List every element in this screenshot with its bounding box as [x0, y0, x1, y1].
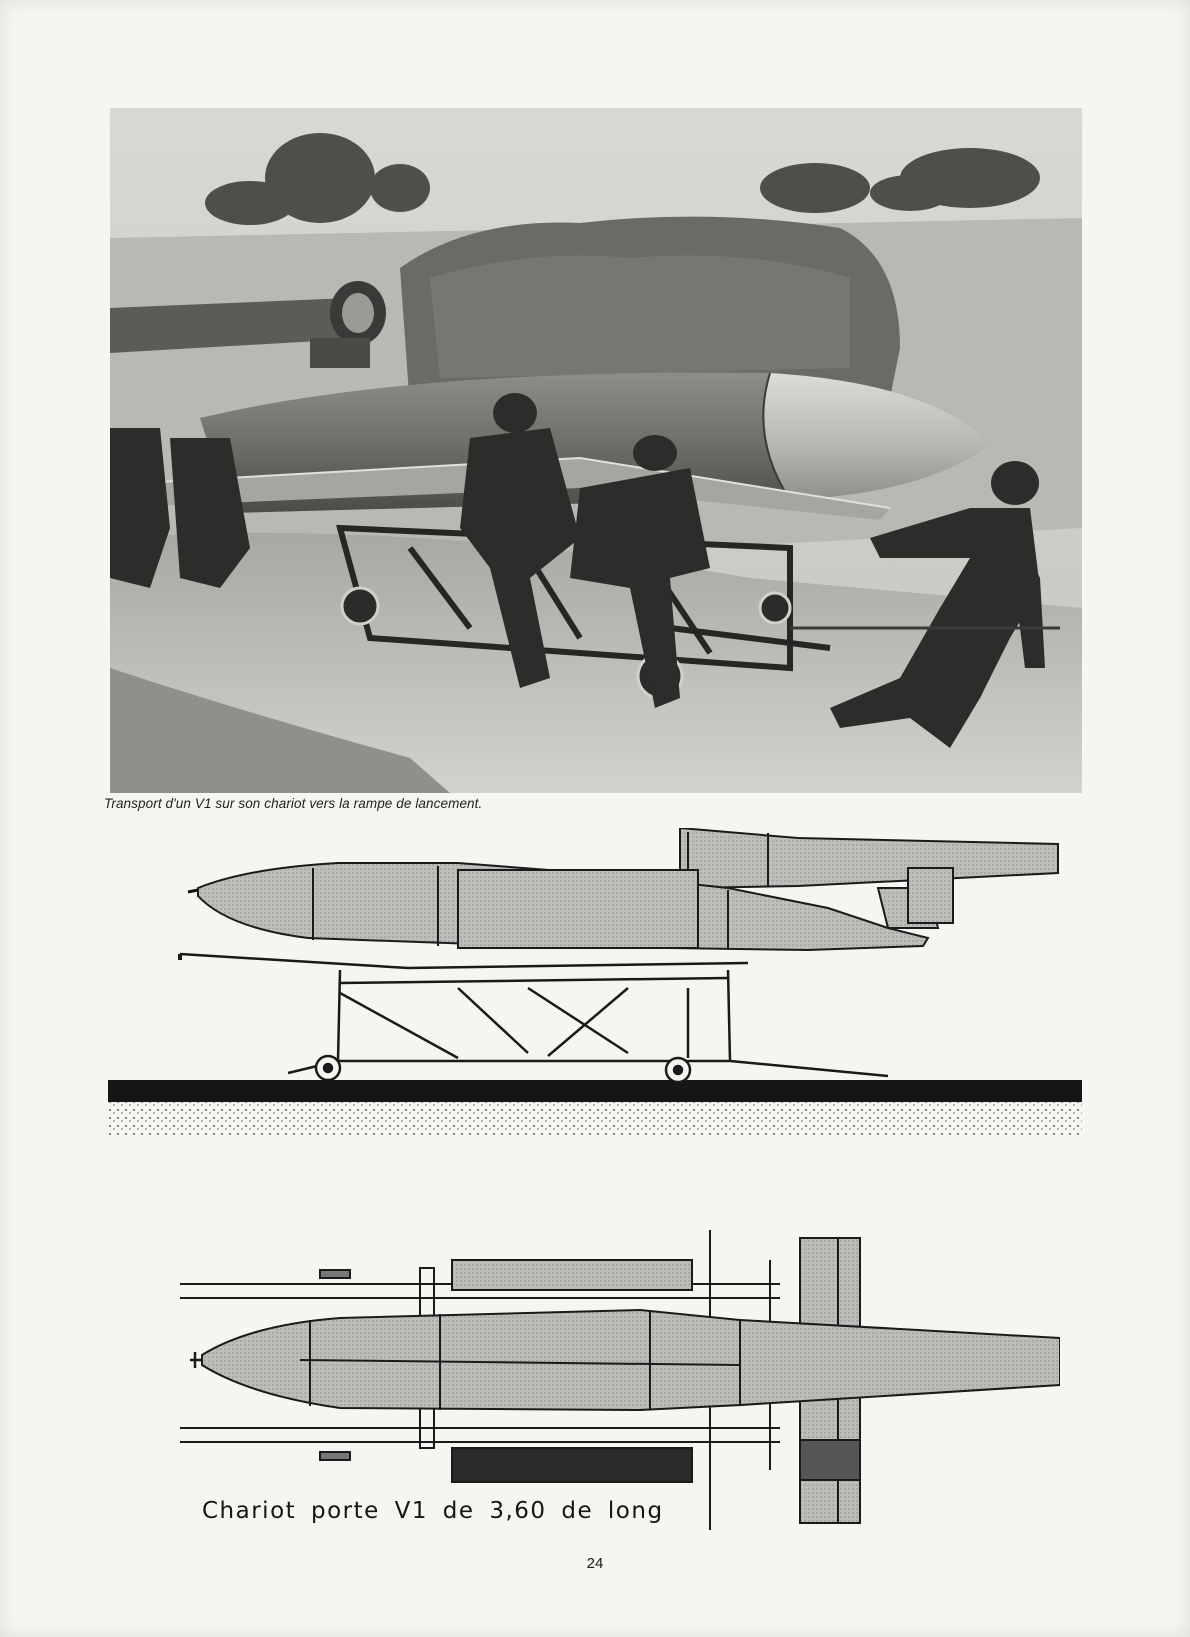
fuselage-top: [202, 1310, 1060, 1410]
top-view-drawing: [180, 1220, 1060, 1540]
side-view-drawing: [108, 828, 1082, 1190]
photo-caption: Transport d'un V1 sur son chariot vers la rampe de lancement.: [104, 796, 483, 811]
nose-tip-top: [190, 1352, 202, 1368]
lower-tank: [452, 1448, 692, 1482]
page-number: 24: [586, 1555, 604, 1572]
upper-tank: [452, 1260, 692, 1290]
nose-tip: [188, 890, 198, 892]
drawing-label: Chariot porte V1 de 3,60 de long: [202, 1498, 664, 1524]
transport-photo: [110, 108, 1082, 793]
chariot-frame: [180, 954, 888, 1082]
